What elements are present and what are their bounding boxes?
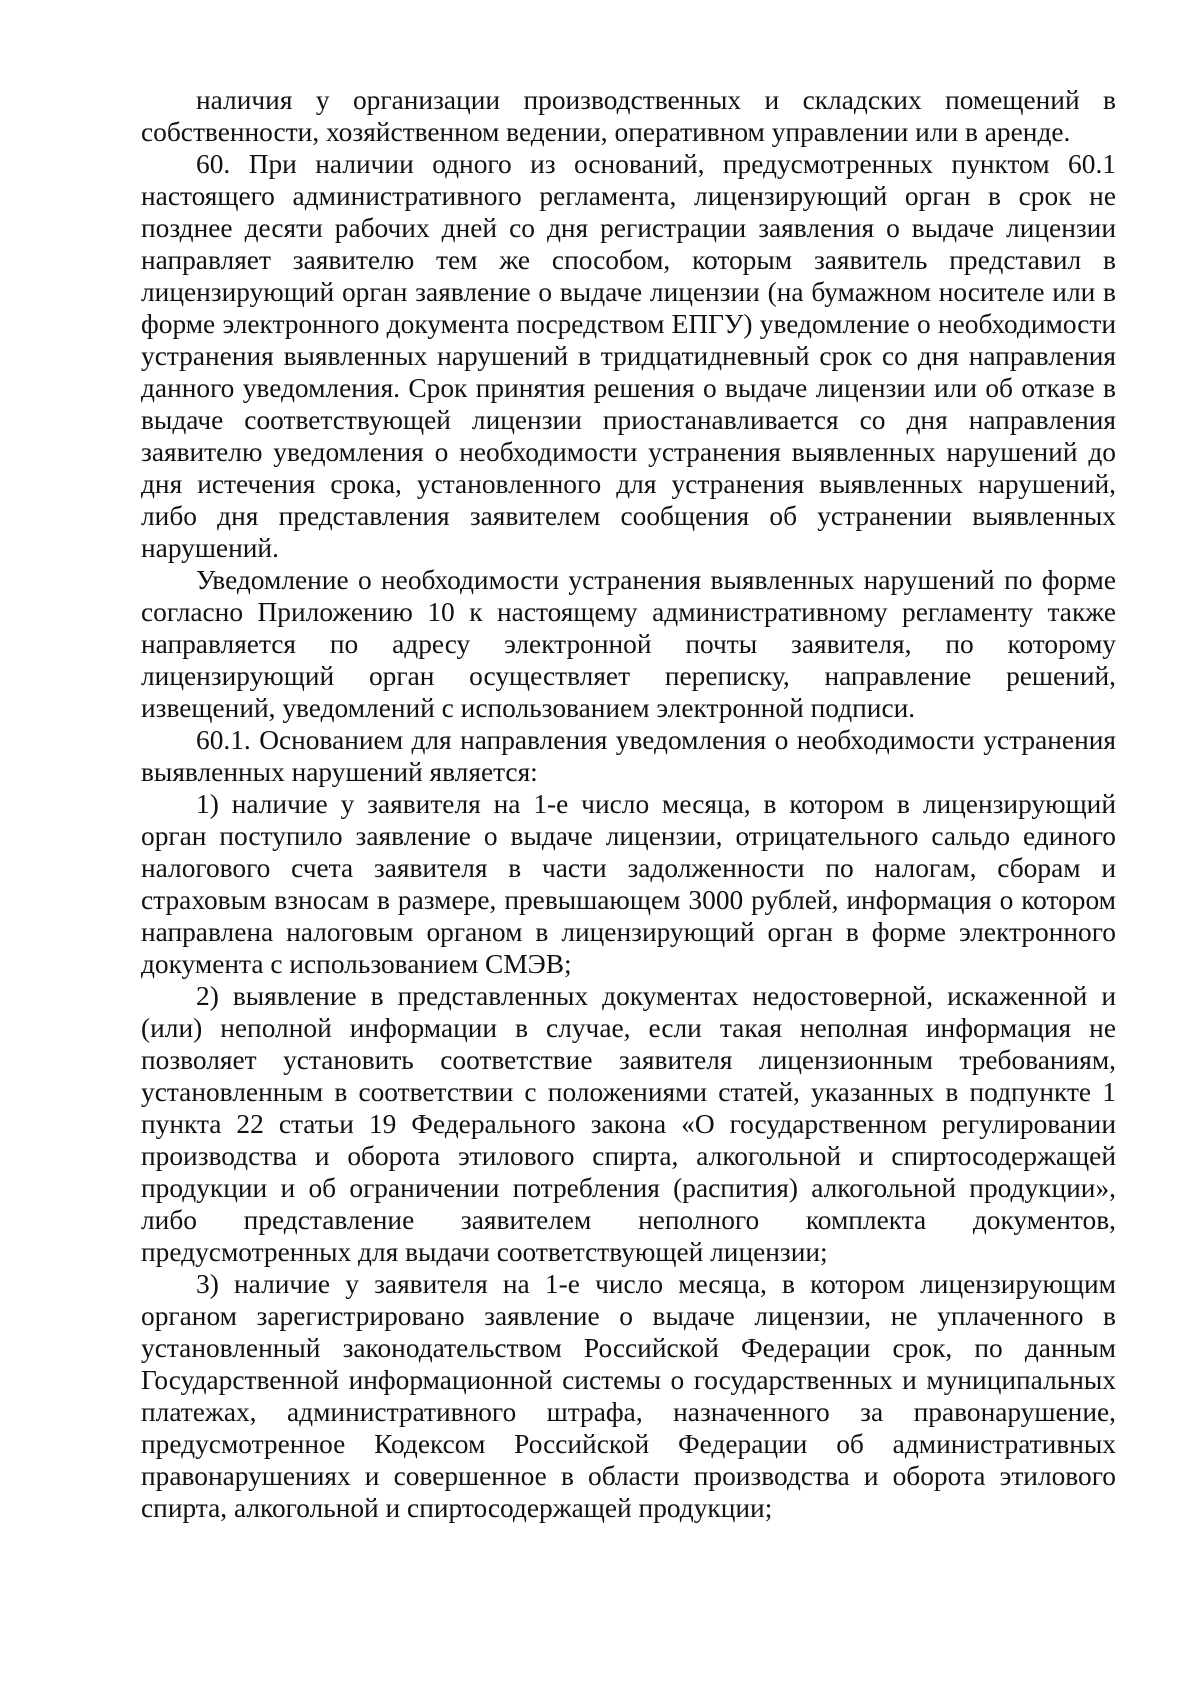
list-item-1: 1) наличие у заявителя на 1-е число месяца, в котором в лицензирующий орган поступило заявление о выдаче лицензии, отрицательного сальдо единого налогового счета заявителя в части задолженности по налогам, сборам и страховым взносам в размере, превышающем 3000 рублей, информация о котором направлена налоговым органом в лицензирующий орган в форме электронного документа с использованием СМЭВ; xyxy=(141,789,1116,979)
list-item-3: 3) наличие у заявителя на 1-е число месяца, в котором лицензирующим органом зарегистрировано заявление о выдаче лицензии, не уплаченного в установленный законодательством Российской Федерации срок, по данным Государственной информационной системы о государственных и муниципальных платежах, административного штрафа, назначенного за правонарушение, предусмотренное Кодексом Российской Федерации об административных правонарушениях и совершенное в области производства и оборота этилового спирта, алкогольной и спиртосодержащей продукции; xyxy=(141,1269,1116,1523)
list-item-2: 2) выявление в представленных документах недостоверной, искаженной и (или) неполной информации в случае, если такая неполная информация не позволяет установить соответствие заявителя лицензионным требованиям, установленным в соответствии с положениями статей, указанных в подпункте 1 пункта 22 статьи 19 Федерального закона «О государственном регулировании производства и оборота этилового спирта, алкогольной и спиртосодержащей продукции и об ограничении потребления (распития) алкогольной продукции», либо представление заявителем неполного комплекта документов, предусмотренных для выдачи соответствующей лицензии; xyxy=(141,981,1116,1267)
document-body xyxy=(141,84,1116,1524)
paragraph-notice: Уведомление о необходимости устранения выявленных нарушений по форме согласно Приложению 10 к настоящему административному регламенту также направляется по адресу электронной почты заявителя, по которому лицензирующий орган осуществляет переписку, направление решений, извещений, уведомлений с использованием электронной подписи. xyxy=(141,565,1116,723)
paragraph-60-1: 60.1. Основанием для направления уведомления о необходимости устранения выявленных нарушений является: xyxy=(141,725,1116,787)
paragraph-continuation: наличия у организации производственных и складских помещений в собственности, хозяйственном ведении, оперативном управлении или в аренде. xyxy=(141,85,1116,147)
paragraph-60: 60. При наличии одного из оснований, предусмотренных пунктом 60.1 настоящего административного регламента, лицензирующий орган в срок не позднее десяти рабочих дней со дня регистрации заявления о выдаче лицензии направляет заявителю тем же способом, которым заявитель представил в лицензирующий орган заявление о выдаче лицензии (на бумажном носителе или в форме электронного документа посредством ЕПГУ) уведомление о необходимости устранения выявленных нарушений в тридцатидневный срок со дня направления данного уведомления. Срок принятия решения о выдаче лицензии или об отказе в выдаче соответствующей лицензии приостанавливается со дня направления заявителю уведомления о необходимости устранения выявленных нарушений до дня истечения срока, установленного для устранения выявленных нарушений, либо дня представления заявителем сообщения об устранении выявленных нарушений. xyxy=(141,149,1116,563)
